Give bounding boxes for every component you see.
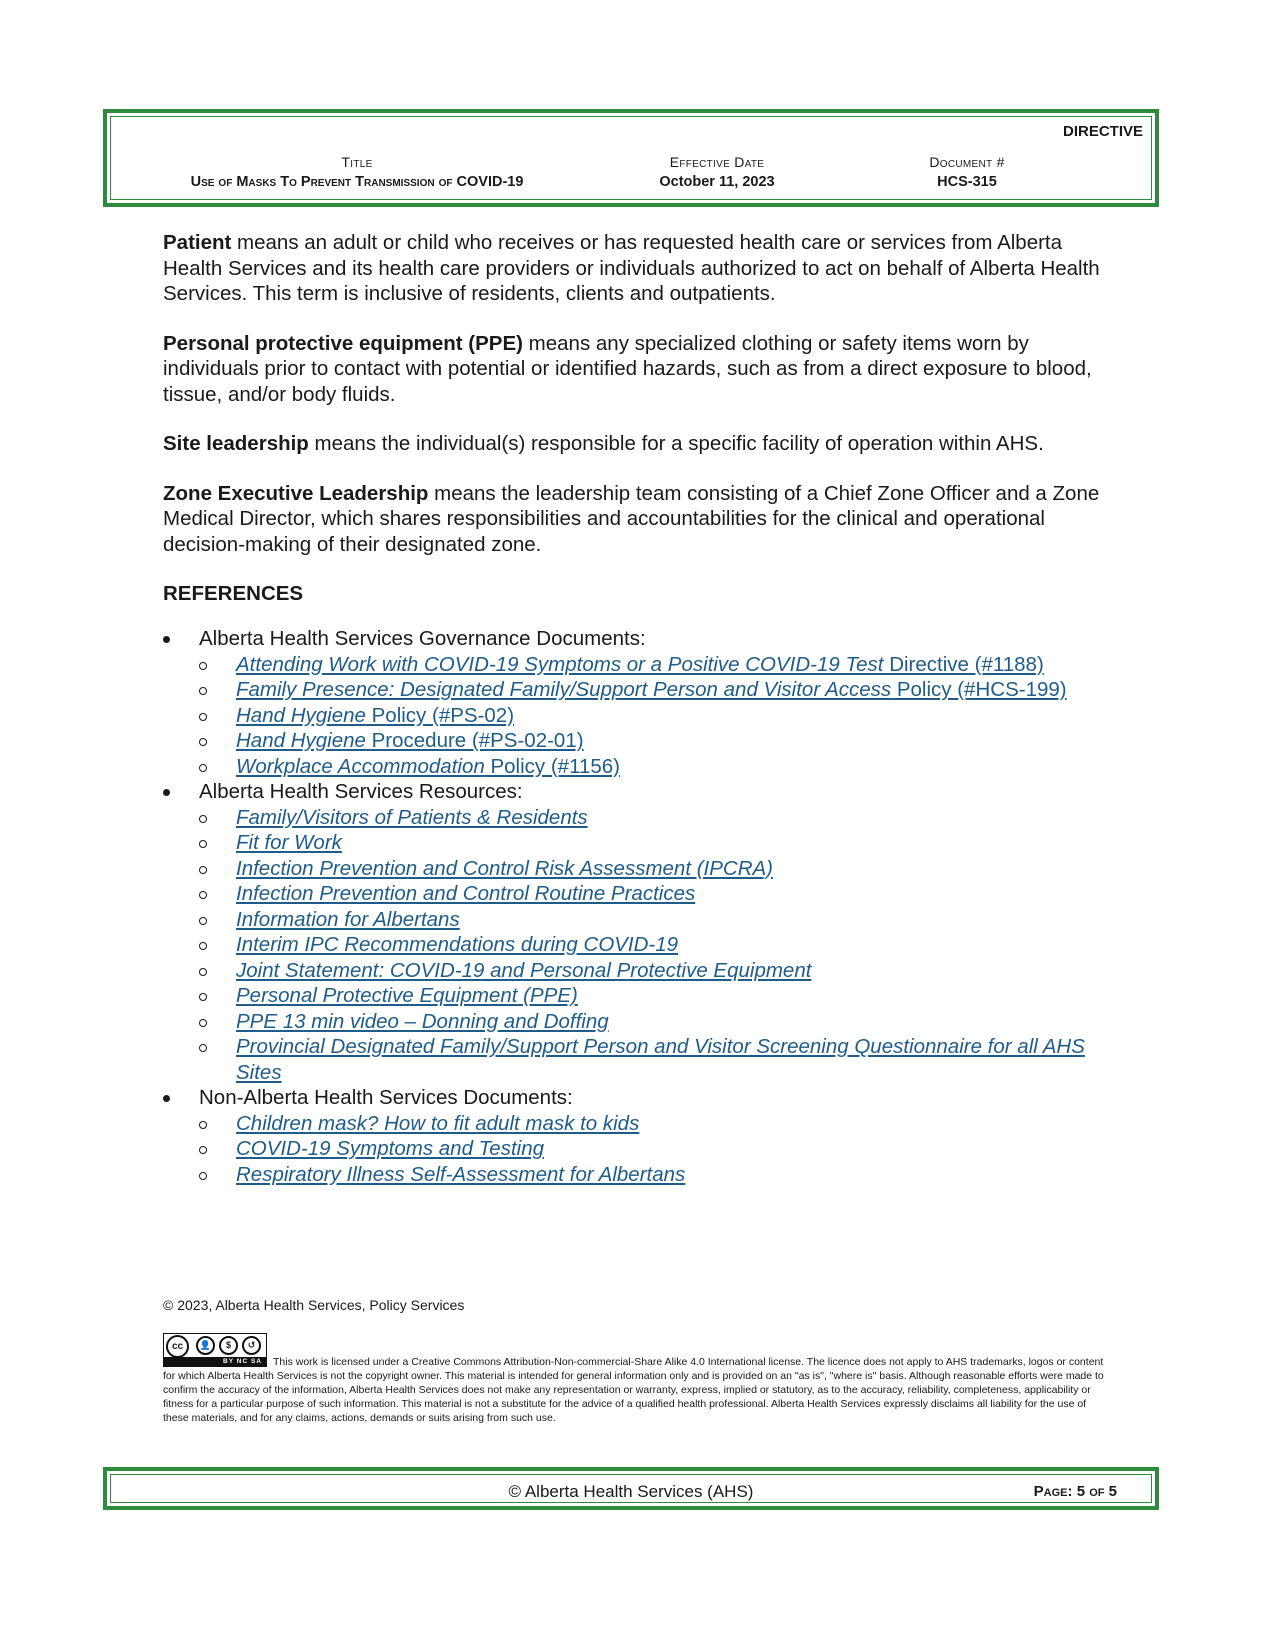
reference-item: [199, 728, 1108, 754]
reference-link-suffix: Policy (#HCS-199): [891, 678, 1067, 701]
footer-copyright: © Alberta Health Services (AHS): [508, 1482, 754, 1501]
definition-term: Personal protective equipment (PPE): [163, 331, 523, 355]
effective-date-value: October 11, 2023: [659, 174, 775, 190]
reference-link-suffix: Procedure (#PS-02-01): [365, 729, 584, 752]
reference-group: [163, 779, 1108, 1085]
reference-link-title: Personal Protective Equipment (PPE): [236, 984, 578, 1007]
reference-item: [199, 677, 1108, 703]
reference-group-label: Alberta Health Services Resources:: [199, 780, 523, 803]
document-footer: [103, 1467, 1159, 1510]
reference-link-title: Information for Albertans: [236, 907, 460, 931]
reference-link[interactable]: [236, 1112, 639, 1135]
circle-bullet-icon: [199, 1146, 207, 1154]
reference-item: [199, 932, 1108, 958]
reference-sublist: [199, 1111, 1108, 1188]
circle-bullet-icon: [199, 891, 207, 899]
definition-text: means the leadership team consisting of a Chief Zone Officer and a Zone Medical Director, which shares responsibilities and accountabilities for the clinical and operational decision-making of their designated zone.: [163, 481, 1100, 556]
page-number: [1034, 1483, 1117, 1500]
circle-bullet-icon: [199, 1044, 207, 1052]
page-current: 5: [1076, 1483, 1086, 1500]
reference-link-title: COVID-19 Symptoms and Testing: [236, 1137, 545, 1160]
reference-item: [199, 1034, 1108, 1085]
reference-link[interactable]: [236, 933, 678, 956]
definition-text: means an adult or child who receives or has requested health care or services from Alberta Health Services and its health care providers or individuals authorized to act on behalf of Alberta Health Services. This term is inclusive of residents, clients and outpatients.: [163, 231, 1100, 305]
reference-item: [199, 703, 1108, 729]
definition-paragraph: [163, 431, 1108, 457]
reference-link-title: Infection Prevention and Control Routine Practices: [236, 882, 696, 905]
reference-link[interactable]: [236, 678, 1067, 701]
reference-link[interactable]: [236, 831, 342, 854]
definition-term: Zone Executive Leadership: [163, 481, 429, 505]
reference-item: [199, 1136, 1108, 1162]
reference-link-title: Hand Hygiene: [236, 703, 366, 727]
document-number-block: [892, 154, 1042, 190]
circle-bullet-icon: [199, 942, 207, 950]
reference-item: [199, 830, 1108, 856]
reference-item: [199, 754, 1108, 780]
circle-bullet-icon: [199, 968, 207, 976]
circle-bullet-icon: [199, 917, 207, 925]
reference-item: [199, 958, 1108, 984]
circle-bullet-icon: [199, 764, 207, 772]
bullet-icon: [163, 636, 170, 643]
reference-link[interactable]: [236, 857, 773, 880]
reference-link-title: Family/Visitors of Patients & Residents: [236, 805, 588, 829]
reference-link-title: Attending Work with COVID-19 Symptoms or a Positive COVID-19 Test: [236, 652, 884, 676]
reference-link[interactable]: [236, 1163, 685, 1186]
reference-link-title: Infection Prevention and Control Risk Assessment (IPCRA): [236, 856, 774, 880]
reference-link[interactable]: [236, 1035, 1085, 1084]
bullet-icon: [163, 1095, 170, 1102]
reference-link[interactable]: [236, 908, 460, 931]
reference-link[interactable]: [236, 1137, 544, 1160]
circle-bullet-icon: [199, 662, 207, 670]
definitions-section: [163, 230, 1108, 557]
document-type-label: DIRECTIVE: [1062, 123, 1143, 140]
circle-bullet-icon: [199, 866, 207, 874]
definition-text: means the individual(s) responsible for a specific facility of operation within AHS.: [308, 432, 1044, 455]
reference-link[interactable]: [236, 806, 588, 829]
title-block: [147, 154, 567, 190]
reference-item: [199, 907, 1108, 933]
reference-item: [199, 983, 1108, 1009]
circle-bullet-icon: [199, 840, 207, 848]
reference-link-suffix: Policy (#1156): [484, 754, 620, 778]
share-alike-icon: ↺: [242, 1336, 261, 1355]
definition-paragraph: [163, 481, 1108, 558]
circle-bullet-icon: [199, 1121, 207, 1129]
creative-commons-icon: cc: [166, 1335, 189, 1358]
reference-item: [199, 1111, 1108, 1137]
license-text: This work is licensed under a Creative Commons Attribution-Non-commercial-Share Alike 4.0 International license. The licence does not apply to AHS trademarks, logos or content for which Alberta Health Services is not the copyright owner. This material is intended for general information only and is provided on an "as is", "where is" basis. Although reasonable efforts were made to confirm the accuracy of the information, Alberta Health Services does not make any representation or warranty, express, implied or statutory, as to the accuracy, reliability, completeness, applicability or fitness for a particular purpose of such information. This material is not a substitute for the advice of a qualified health professional. Alberta Health Services expressly disclaims all liability for the use of these materials, and for any claims, actions, demands or suits arising from such use.: [163, 1356, 1104, 1424]
reference-link-title: Hand Hygiene: [236, 729, 366, 752]
title-label: Title: [341, 154, 373, 170]
attribution-icon: 👤: [196, 1336, 215, 1355]
reference-link[interactable]: [236, 729, 584, 752]
document-body: [163, 230, 1108, 1187]
reference-link[interactable]: [236, 984, 578, 1007]
reference-link-title: Workplace Accommodation: [236, 754, 485, 778]
non-commercial-icon: $: [219, 1336, 238, 1355]
definition-paragraph: [163, 230, 1108, 307]
reference-group: [163, 1085, 1108, 1187]
circle-bullet-icon: [199, 815, 207, 823]
circle-bullet-icon: [199, 713, 207, 721]
reference-link-title: Interim IPC Recommendations during COVID-19: [236, 933, 679, 956]
circle-bullet-icon: [199, 1172, 207, 1180]
reference-link-suffix: Directive (#1188): [883, 652, 1044, 676]
references-list: [163, 626, 1108, 1187]
document-title: Use of Masks To Prevent Transmission of COVID-19: [190, 174, 524, 190]
reference-link-title: Provincial Designated Family/Support Person and Visitor Screening Questionnaire for all AHS Sites: [236, 1035, 1085, 1084]
page-total: 5: [1108, 1483, 1117, 1500]
reference-item: [199, 1009, 1108, 1035]
reference-link-title: Fit for Work: [236, 831, 342, 854]
circle-bullet-icon: [199, 1019, 207, 1027]
reference-link-suffix: Policy (#PS-02): [365, 703, 515, 727]
reference-sublist: [199, 652, 1108, 780]
reference-sublist: [199, 805, 1108, 1086]
reference-link-title: PPE 13 min video – Donning and Doffing: [236, 1009, 609, 1033]
document-number-label: Document #: [929, 154, 1005, 170]
reference-link[interactable]: [236, 959, 811, 982]
reference-link-title: Children mask? How to fit adult mask to kids: [236, 1111, 640, 1135]
reference-link[interactable]: [236, 882, 695, 905]
circle-bullet-icon: [199, 993, 207, 1001]
reference-group-label: Non-Alberta Health Services Documents:: [199, 1086, 573, 1109]
document-number-value: HCS-315: [937, 174, 997, 190]
references-heading: REFERENCES: [163, 582, 304, 605]
circle-bullet-icon: [199, 687, 207, 695]
reference-item: [199, 856, 1108, 882]
reference-group: [163, 626, 1108, 779]
definition-term: Patient: [163, 231, 232, 254]
page-of: of: [1089, 1483, 1105, 1500]
effective-date-block: [627, 154, 807, 190]
document-header: [103, 109, 1159, 207]
copyright-line: © 2023, Alberta Health Services, Policy Services: [163, 1297, 465, 1313]
reference-link[interactable]: [236, 755, 620, 778]
page-label: Page:: [1033, 1483, 1073, 1500]
effective-date-label: Effective Date: [669, 154, 765, 170]
reference-link[interactable]: [236, 1010, 609, 1033]
reference-item: [199, 881, 1108, 907]
reference-link[interactable]: [236, 653, 1044, 676]
reference-item: [199, 652, 1108, 678]
circle-bullet-icon: [199, 738, 207, 746]
reference-item: [199, 805, 1108, 831]
definition-paragraph: [163, 331, 1108, 408]
bullet-icon: [163, 789, 170, 796]
reference-group-label: Alberta Health Services Governance Documents:: [199, 627, 646, 650]
reference-link[interactable]: [236, 704, 514, 727]
reference-item: [199, 1162, 1108, 1188]
reference-link-title: Family Presence: Designated Family/Support Person and Visitor Access: [236, 678, 892, 701]
definition-text: means any specialized clothing or safety items worn by individuals prior to contact with potential or identified hazards, such as from a direct exposure to blood, tissue, and/or body fluids.: [163, 331, 1092, 406]
reference-link-title: Respiratory Illness Self-Assessment for Albertans: [236, 1162, 686, 1186]
definition-term: Site leadership: [163, 432, 309, 455]
reference-link-title: Joint Statement: COVID-19 and Personal Protective Equipment: [236, 958, 812, 982]
cc-badge-labels: BY NC SA: [164, 1357, 266, 1366]
